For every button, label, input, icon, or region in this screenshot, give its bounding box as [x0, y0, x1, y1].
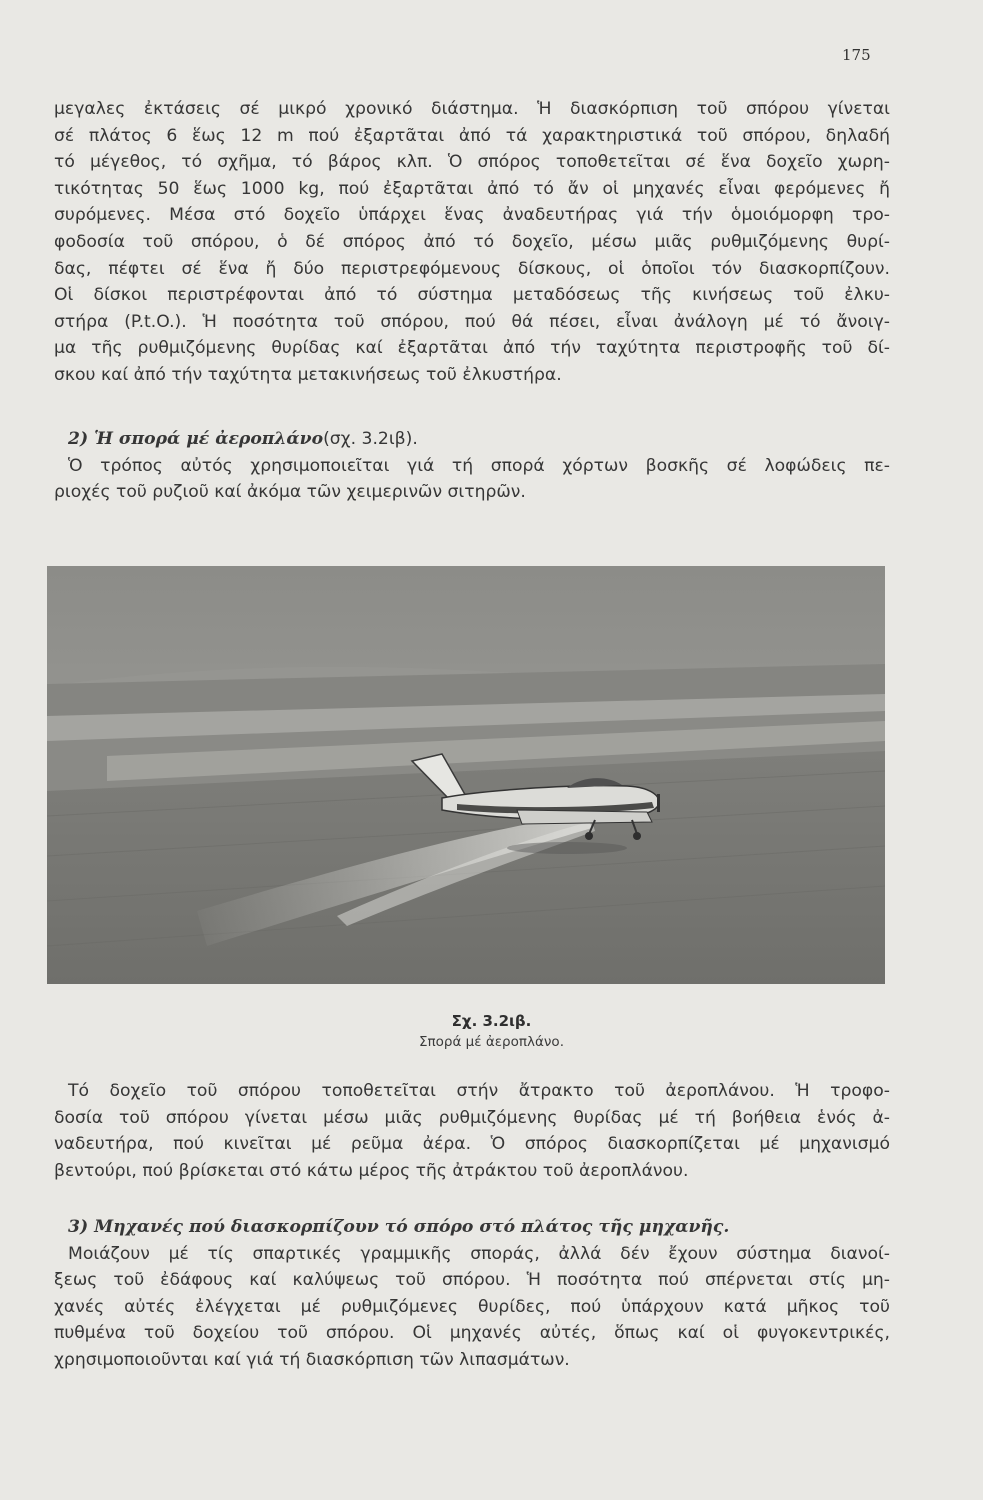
text-line: σκου καί ἀπό τήν ταχύτητα μετακινήσεως τοῦ ἐλκυστήρα. — [54, 364, 562, 385]
text-line: τικότητας 50 ἕως 1000 kg, πού ἐξαρτᾶται ἀπό τό ἄν οἱ μηχανές εἶναι φερόμενες ἤ — [54, 178, 890, 199]
text-line: ξεως τοῦ ἐδάφους καί καλύψεως τοῦ σπόρου. Ἡ ποσότητα πού σπέρνεται στίς μη- — [54, 1270, 890, 1291]
section-heading — [54, 426, 890, 453]
text-line: Τό δοχεῖο τοῦ σπόρου τοποθετεῖται στήν ἄτρακτο τοῦ ἀεροπλάνου. Ἡ τροφο- — [68, 1081, 890, 1101]
text-line: σέ πλάτος 6 ἕως 12 m πού ἐξαρτᾶται ἀπό τά χαρακτηριστικά τοῦ σπόρου, δηλαδή — [54, 125, 890, 146]
airplane-photo-illustration — [47, 566, 885, 984]
text-line: Μοιάζουν μέ τίς σπαρτικές γραμμικῆς σποράς, ἀλλά δέν ἔχουν σύστημα διανοί- — [68, 1243, 890, 1264]
text-line: χανές αὐτές ἐλέγχεται μέ ρυθμιζόμενες θυρίδες, πού ὑπάρχουν κατά μῆκος τοῦ — [54, 1296, 890, 1317]
paragraph-intro — [54, 96, 890, 389]
text-line: πυθμένα τοῦ δοχείου τοῦ σπόρου. Οἱ μηχανές αὐτές, ὅπως καί οἱ φυγοκεντρικές, — [54, 1323, 890, 1344]
page-number: 175 — [842, 46, 871, 64]
text-line: συρόμενες. Μέσα στό δοχεῖο ὑπάρχει ἕνας ἀναδευτήρας γιά τήν ὁμοιόμορφη τρο- — [54, 205, 890, 226]
text-line: ναδευτήρα, πού κινεῖται μέ ρεῦμα ἀέρα. Ὁ σπόρος διασκορπίζεται μέ μηχανισμό — [54, 1134, 890, 1155]
section-width-spreaders — [54, 1214, 890, 1374]
figure-airplane-photo — [47, 566, 885, 984]
paragraph-airplane-hopper — [54, 1078, 890, 1184]
text-line: μεγαλες ἐκτάσεις σέ μικρό χρονικό διάστημα. Ἡ διασκόρπιση τοῦ σπόρου γίνεται — [54, 99, 890, 119]
text-line: Ὁ τρόπος αὐτός χρησιμοποιεῖται γιά τή σπορά χόρτων βοσκῆς σέ λοφώδεις πε- — [68, 455, 890, 476]
figure-caption: Σπορά μέ ἀεροπλάνο. — [419, 1034, 564, 1050]
text-line: δας, πέφτει σέ ἕνα ἤ δύο περιστρεφόμενους δίσκους, οἱ ὁποῖοι τόν διασκορπίζουν. — [54, 258, 890, 279]
text-line: ριοχές τοῦ ρυζιοῦ καί ἀκόμα τῶν χειμερινῶν σιτηρῶν. — [54, 482, 526, 503]
text-line: βεντούρι, πού βρίσκεται στό κάτω μέρος τῆς ἀτράκτου τοῦ ἀεροπλάνου. — [54, 1160, 689, 1181]
text-line: μα τῆς ρυθμιζόμενης θυρίδας καί ἐξαρτᾶται ἀπό τήν ταχύτητα περιστροφῆς τοῦ δί- — [54, 338, 890, 359]
section-heading-title: 2) Ἡ σπορά μέ ἀεροπλάνο — [68, 429, 324, 449]
text-line: στήρα (P.t.O.). Ἡ ποσότητα τοῦ σπόρου, πού θά πέσει, εἶναι ἀνάλογη μέ τό ἄνοιγ- — [54, 311, 890, 332]
section-heading-ref: (σχ. 3.2ιβ). — [323, 429, 418, 449]
text-line: χρησιμοποιοῦνται καί γιά τή διασκόρπιση τῶν λιπασμάτων. — [54, 1349, 570, 1370]
text-line: φοδοσία τοῦ σπόρου, ὁ δέ σπόρος ἀπό τό δοχεῖο, μέσω μιᾶς ρυθμιζόμενης θυρί- — [54, 231, 890, 252]
text-line: τό μέγεθος, τό σχῆμα, τό βάρος κλπ. Ὁ σπόρος τοποθετεῖται σέ ἕνα δοχεῖο χωρη- — [54, 152, 890, 173]
text-line: Οἱ δίσκοι περιστρέφονται ἀπό τό σύστημα μεταδόσεως τῆς κινήσεως τοῦ ἐλκυ- — [54, 285, 890, 306]
section-aerial-sowing — [54, 426, 890, 506]
figure-label: Σχ. 3.2ιβ. — [451, 1012, 532, 1030]
section-heading: 3) Μηχανές πού διασκορπίζουν τό σπόρο στό πλάτος τῆς μηχανῆς. — [68, 1217, 730, 1237]
text-line: δοσία τοῦ σπόρου γίνεται μέσω μιᾶς ρυθμιζόμενης θυρίδας μέ τή βοήθεια ἑνός ἀ- — [54, 1107, 890, 1128]
